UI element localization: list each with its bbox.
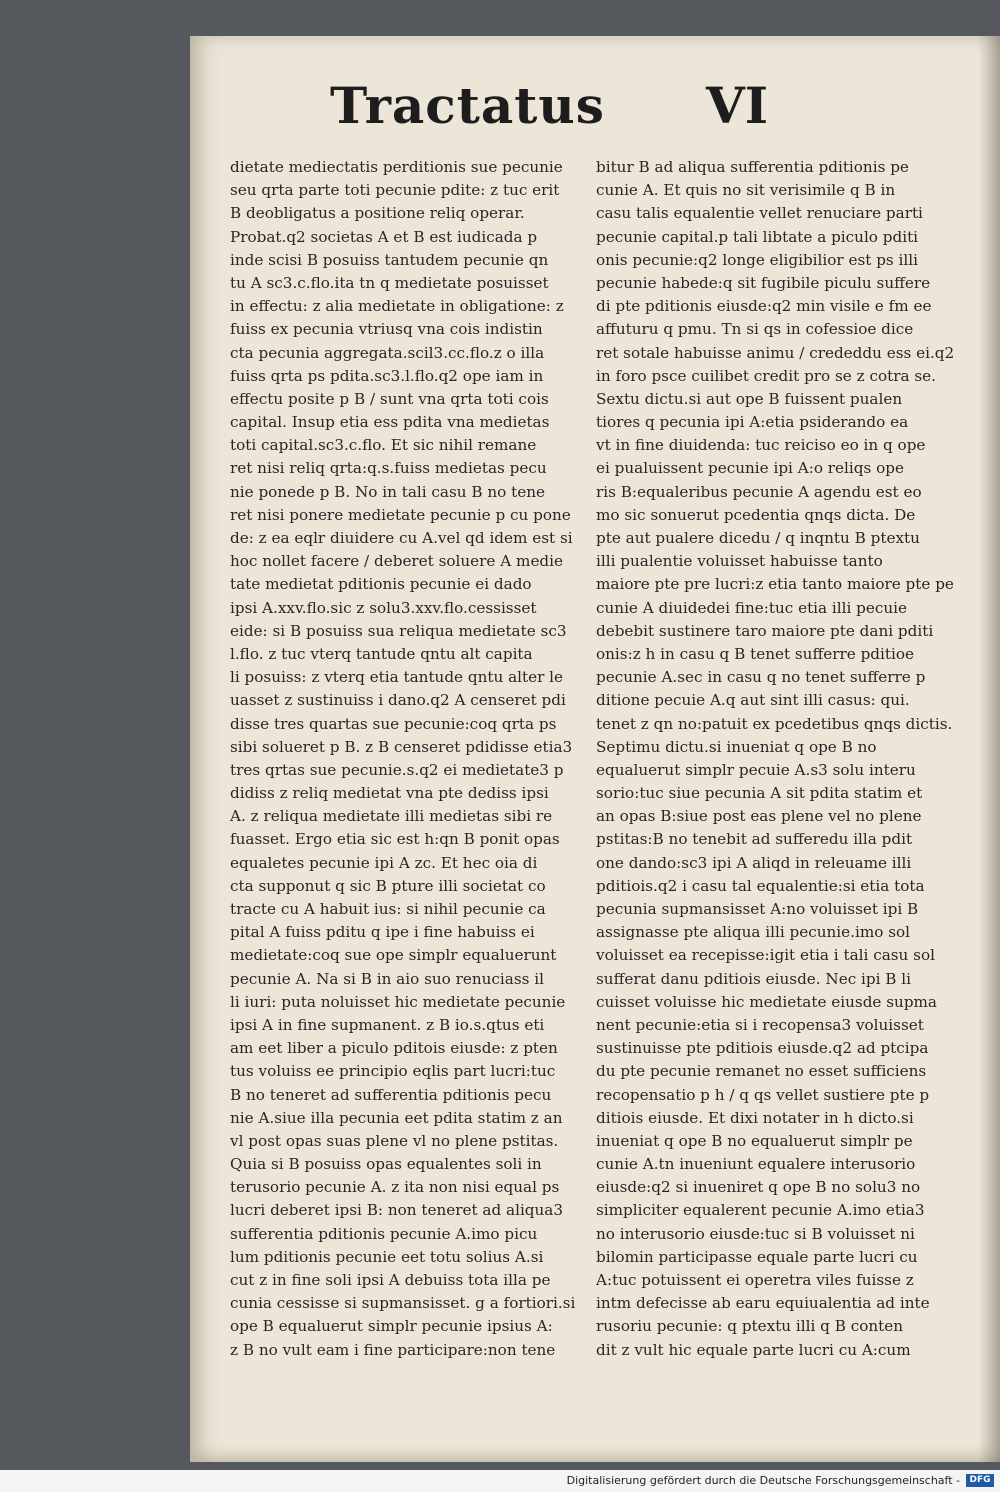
text-line: li iuri: puta noluisset hic medietate pecunie <box>230 992 566 1011</box>
text-line: pditiois.q2 i casu tal equalentie:si etia tota <box>596 876 925 895</box>
text-line: ris B:equaleribus pecunie A agendu est eo <box>596 482 922 501</box>
text-line: fuasset. Ergo etia sic est h:qn B ponit opas <box>230 830 560 849</box>
text-line: pecunie A. Na si B in aio suo renuciass il <box>230 969 544 988</box>
text-line: ret nisi reliq qrta:q.s.fuiss medietas pecu <box>230 459 547 478</box>
text-line: hoc nollet facere / deberet soluere A medie <box>230 552 563 571</box>
text-line: bilomin participasse equale parte lucri cu <box>596 1247 918 1266</box>
text-line: am eet liber a piculo pditois eiusde: z pten <box>230 1039 558 1058</box>
text-line: mo sic sonuerut pcedentia qnqs dicta. De <box>596 505 916 524</box>
left-text-column <box>230 156 608 1362</box>
text-line: cta pecunia aggregata.scil3.cc.flo.z o illa <box>230 343 545 362</box>
text-line: lucri deberet ipsi B: non teneret ad aliqua3 <box>230 1201 564 1220</box>
text-line: equaletes pecunie ipi A zc. Et hec oia di <box>230 853 538 872</box>
text-line: inde scisi B posuiss tantudem pecunie qn <box>230 250 549 269</box>
text-line: one dando:sc3 ipi A aliqd in releuame illi <box>596 853 912 872</box>
text-line: disse tres quartas sue pecunie:coq qrta ps <box>230 714 557 733</box>
running-title: Tractatus <box>330 76 605 135</box>
text-line: in foro psce cuilibet credit pro se z cotra se. <box>596 366 936 385</box>
text-line: assignasse pte aliqua illi pecunie.imo sol <box>596 923 910 942</box>
text-line: cuisset voluisse hic medietate eiusde supma <box>596 992 937 1011</box>
text-line: pecunie A.sec in casu q no tenet sufferre p <box>596 668 926 687</box>
text-line: ope B equaluerut simplr pecunie ipsius A: <box>230 1317 553 1336</box>
text-line: terusorio pecunie A. z ita non nisi equal ps <box>230 1178 560 1197</box>
text-line: pecunie habede:q sit fugibile piculu suffere <box>596 273 931 292</box>
text-line: pecunia supmansisset A:no voluisset ipi B <box>596 900 919 918</box>
text-line: A:tuc potuissent ei operetra viles fuisse z <box>596 1271 914 1289</box>
text-line: A. z reliqua medietate illi medietas sibi re <box>230 807 553 826</box>
text-line: nie ponede p B. No in tali casu B no tene <box>230 482 545 501</box>
text-line: sorio:tuc siue pecunia A sit pdita statim et <box>596 784 923 803</box>
text-line: ipsi A in fine supmanent. z B io.s.qtus eti <box>230 1015 545 1034</box>
text-line: debebit sustinere taro maiore pte dani pditi <box>596 621 934 640</box>
text-line: effectu posite p B / sunt vna qrta toti cois <box>230 389 549 408</box>
text-line: tiores q pecunia ipi A:etia psiderando ea <box>596 413 909 432</box>
text-line: eiusde:q2 si inueniret q ope B no solu3 no <box>596 1178 921 1197</box>
text-line: pte aut pualere dicedu / q inqntu B ptextu <box>596 529 920 547</box>
text-line: tres qrtas sue pecunie.s.q2 ei medietate3 p <box>230 760 564 779</box>
text-line: maiore pte pre lucri:z etia tanto maiore pte pe <box>596 575 954 594</box>
text-line: fuiss qrta ps pdita.sc3.l.flo.q2 ope iam in <box>230 366 544 385</box>
text-line: an opas B:siue post eas plene vel no plene <box>596 807 922 826</box>
text-line: no interusorio eiusde:tuc si B voluisset ni <box>596 1224 915 1243</box>
text-line: B deobligatus a positione reliq operar. <box>230 204 525 223</box>
text-line: voluisset ea recepisse:igit etia i tali casu sol <box>596 946 935 965</box>
text-line: tenet z qn no:patuit ex pcedetibus qnqs dictis. <box>596 714 953 733</box>
text-line: medietate:coq sue ope simplr equaluerunt <box>230 946 557 965</box>
text-line: in effectu: z alia medietate in obligatione: z <box>230 297 564 316</box>
folio-number: VI <box>706 76 769 135</box>
text-line: toti capital.sc3.c.flo. Et sic nihil remane <box>230 436 537 455</box>
text-line: tus voluiss ee principio eqlis part lucri:tuc <box>230 1062 556 1081</box>
text-line: sufferentia pditionis pecunie A.imo picu <box>230 1224 538 1243</box>
text-line: l.flo. z tuc vterq tantude qntu alt capita <box>230 644 533 663</box>
text-line: lum pditionis pecunie eet totu solius A.si <box>230 1247 544 1266</box>
text-line: fuiss ex pecunia vtriusq vna cois indistin <box>230 320 543 339</box>
text-line: nie A.siue illa pecunia eet pdita statim z an <box>230 1108 563 1127</box>
text-line: bitur B ad aliqua sufferentia pditionis pe <box>596 158 909 176</box>
text-line: tate medietat pditionis pecunie ei dado <box>230 575 532 594</box>
text-line: cta supponut q sic B pture illi societat co <box>230 876 546 895</box>
text-line: inueniat q ope B no equaluerut simplr pe <box>596 1131 913 1150</box>
text-line: cunie A diuidedei fine:tuc etia illi pecuie <box>596 598 908 617</box>
right-text-column <box>596 156 974 1362</box>
text-line: sufferat danu pditiois eiusde. Nec ipi B li <box>596 969 912 988</box>
text-line: tu A sc3.c.flo.ita tn q medietate posuisset <box>230 273 549 292</box>
text-line: z B no vult eam i fine participare:non tene <box>230 1340 556 1359</box>
text-line: cunia cessisse si supmansisset. g a fortiori.si <box>230 1294 576 1313</box>
text-line: dit z vult hic equale parte lucri cu A:cum <box>596 1340 911 1359</box>
text-line: di pte pditionis eiusde:q2 min visile e fm ee <box>596 297 932 316</box>
text-line: Septimu dictu.si inueniat q ope B no <box>596 737 877 756</box>
text-line: recopensatio p h / q qs vellet sustiere pte p <box>596 1085 930 1104</box>
text-line: pecunie capital.p tali libtate a piculo pditi <box>596 227 919 246</box>
text-line: pital A fuiss pditu q ipe i fine habuiss ei <box>230 923 535 942</box>
text-line: B no teneret ad sufferentia pditionis pecu <box>230 1085 552 1104</box>
book-page <box>190 36 1000 1462</box>
text-line: onis pecunie:q2 longe eligibilior est ps illi <box>596 250 918 269</box>
text-line: uasset z sustinuiss i dano.q2 A censeret pdi <box>230 691 566 710</box>
text-line: Probat.q2 societas A et B est iudicada p <box>230 227 538 246</box>
dfg-logo: DFG <box>966 1474 994 1487</box>
text-line: Quia si B posuiss opas equalentes soli in <box>230 1155 542 1174</box>
text-line: ipsi A.xxv.flo.sic z solu3.xxv.flo.cessisset <box>230 598 537 617</box>
text-line: ditiois eiusde. Et dixi notater in h dicto.si <box>596 1108 914 1127</box>
text-line: capital. Insup etia ess pdita vna medietas <box>230 413 550 432</box>
footer-bar <box>0 1470 1000 1492</box>
text-line: vt in fine diuidenda: tuc reiciso eo in q ope <box>596 436 926 455</box>
text-line: du pte pecunie remanet no esset sufficiens <box>596 1062 927 1081</box>
text-line: cut z in fine soli ipsi A debuiss tota illa pe <box>230 1271 551 1289</box>
text-line: cunie A.tn inueniunt equalere interusorio <box>596 1155 916 1174</box>
text-line: casu talis equalentie vellet renuciare parti <box>596 204 923 223</box>
text-line: simpliciter equalerent pecunie A.imo etia3 <box>596 1201 925 1220</box>
text-line: vl post opas suas plene vl no plene pstitas. <box>230 1131 559 1150</box>
text-line: ret nisi ponere medietate pecunie p cu pone <box>230 505 571 524</box>
text-line: intm defecisse ab earu equiualentia ad inte <box>596 1294 930 1313</box>
text-line: sibi solueret p B. z B censeret pdidisse etia3 <box>230 737 573 756</box>
text-line: nent pecunie:etia si i recopensa3 voluisset <box>596 1015 924 1034</box>
text-line: onis:z h in casu q B tenet sufferre pditioe <box>596 644 914 663</box>
text-line: didiss z reliq medietat vna pte dediss ipsi <box>230 784 549 803</box>
text-line: de: z ea eqlr diuidere cu A.vel qd idem est si <box>230 529 573 547</box>
text-line: cunie A. Et quis no sit verisimile q B in <box>596 181 896 200</box>
text-line: dietate mediectatis perditionis sue pecunie <box>230 158 563 176</box>
text-line: rusoriu pecunie: q ptextu illi q B conten <box>596 1317 904 1336</box>
funding-credit: Digitalisierung gefördert durch die Deutsche Forschungsgemeinschaft - <box>566 1474 960 1487</box>
text-line: Sextu dictu.si aut ope B fuissent pualen <box>596 389 903 408</box>
text-line: ret sotale habuisse animu / crededdu ess ei.q2 <box>596 343 955 362</box>
text-line: illi pualentie voluisset habuisse tanto <box>596 552 883 571</box>
text-line: sustinuisse pte pditiois eiusde.q2 ad ptcipa <box>596 1039 929 1058</box>
text-line: ei pualuissent pecunie ipi A:o reliqs ope <box>596 459 904 478</box>
text-line: affuturu q pmu. Tn si qs in cofessioe dice <box>596 320 914 339</box>
text-line: seu qrta parte toti pecunie pdite: z tuc erit <box>230 181 560 200</box>
text-line: equaluerut simplr pecuie A.s3 solu interu <box>596 760 916 779</box>
text-line: li posuiss: z vterq etia tantude qntu alter le <box>230 668 564 687</box>
text-line: tracte cu A habuit ius: si nihil pecunie ca <box>230 900 546 918</box>
text-line: eide: si B posuiss sua reliqua medietate sc3 <box>230 621 567 640</box>
text-line: ditione pecuie A.q aut sint illi casus: qui. <box>596 691 910 710</box>
text-line: pstitas:B no tenebit ad sufferedu illa pdit <box>596 830 913 849</box>
